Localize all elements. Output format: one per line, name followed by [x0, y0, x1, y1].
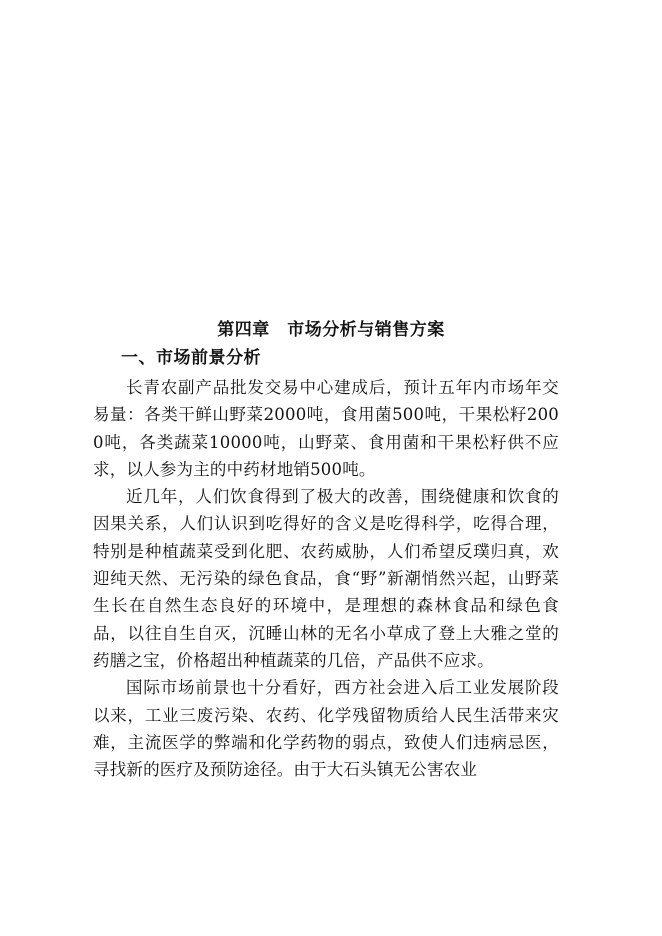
- section-heading: 一、市场前景分析: [121, 348, 261, 368]
- paragraph-international-market: 国际市场前景也十分看好，西方社会进入后工业发展阶段以来，工业三废污染、农药、化学残留物质给人民生活带来灾难，主流医学的弊端和化学药物的弱点，致使人们违病忌医，寻找新的医疗及预防途径。由于大石头镇无公害农业: [93, 678, 559, 780]
- chapter-title: 第四章 市场分析与销售方案: [217, 320, 445, 340]
- paragraph-green-food-trend: 近几年，人们饮食得到了极大的改善，围绕健康和饮食的因果关系，人们认识到吃得好的含义是吃得科学，吃得合理，特别是种植蔬菜受到化肥、农药威胁，人们希望反璞归真，欢迎纯天然、无污染的绿色食品，食“野”新潮悄然兴起，山野菜生长在自然生态良好的环境中，是理想的森林食品和绿色食品，以往自生自灭，沉睡山林的无名小草成了登上大雅之堂的药膳之宝，价格超出种植蔬菜的几倍，产品供不应求。: [93, 487, 559, 670]
- paragraph-market-volume: 长青农副产品批发交易中心建成后，预计五年内市场年交易量：各类干鲜山野菜2000吨，食用菌500吨，干果松籽2000吨，各类蔬菜10000吨，山野菜、食用菌和干果松籽供不应求，以人参为主的中药材地销500吨。: [93, 378, 559, 479]
- body-text: [93, 374, 559, 783]
